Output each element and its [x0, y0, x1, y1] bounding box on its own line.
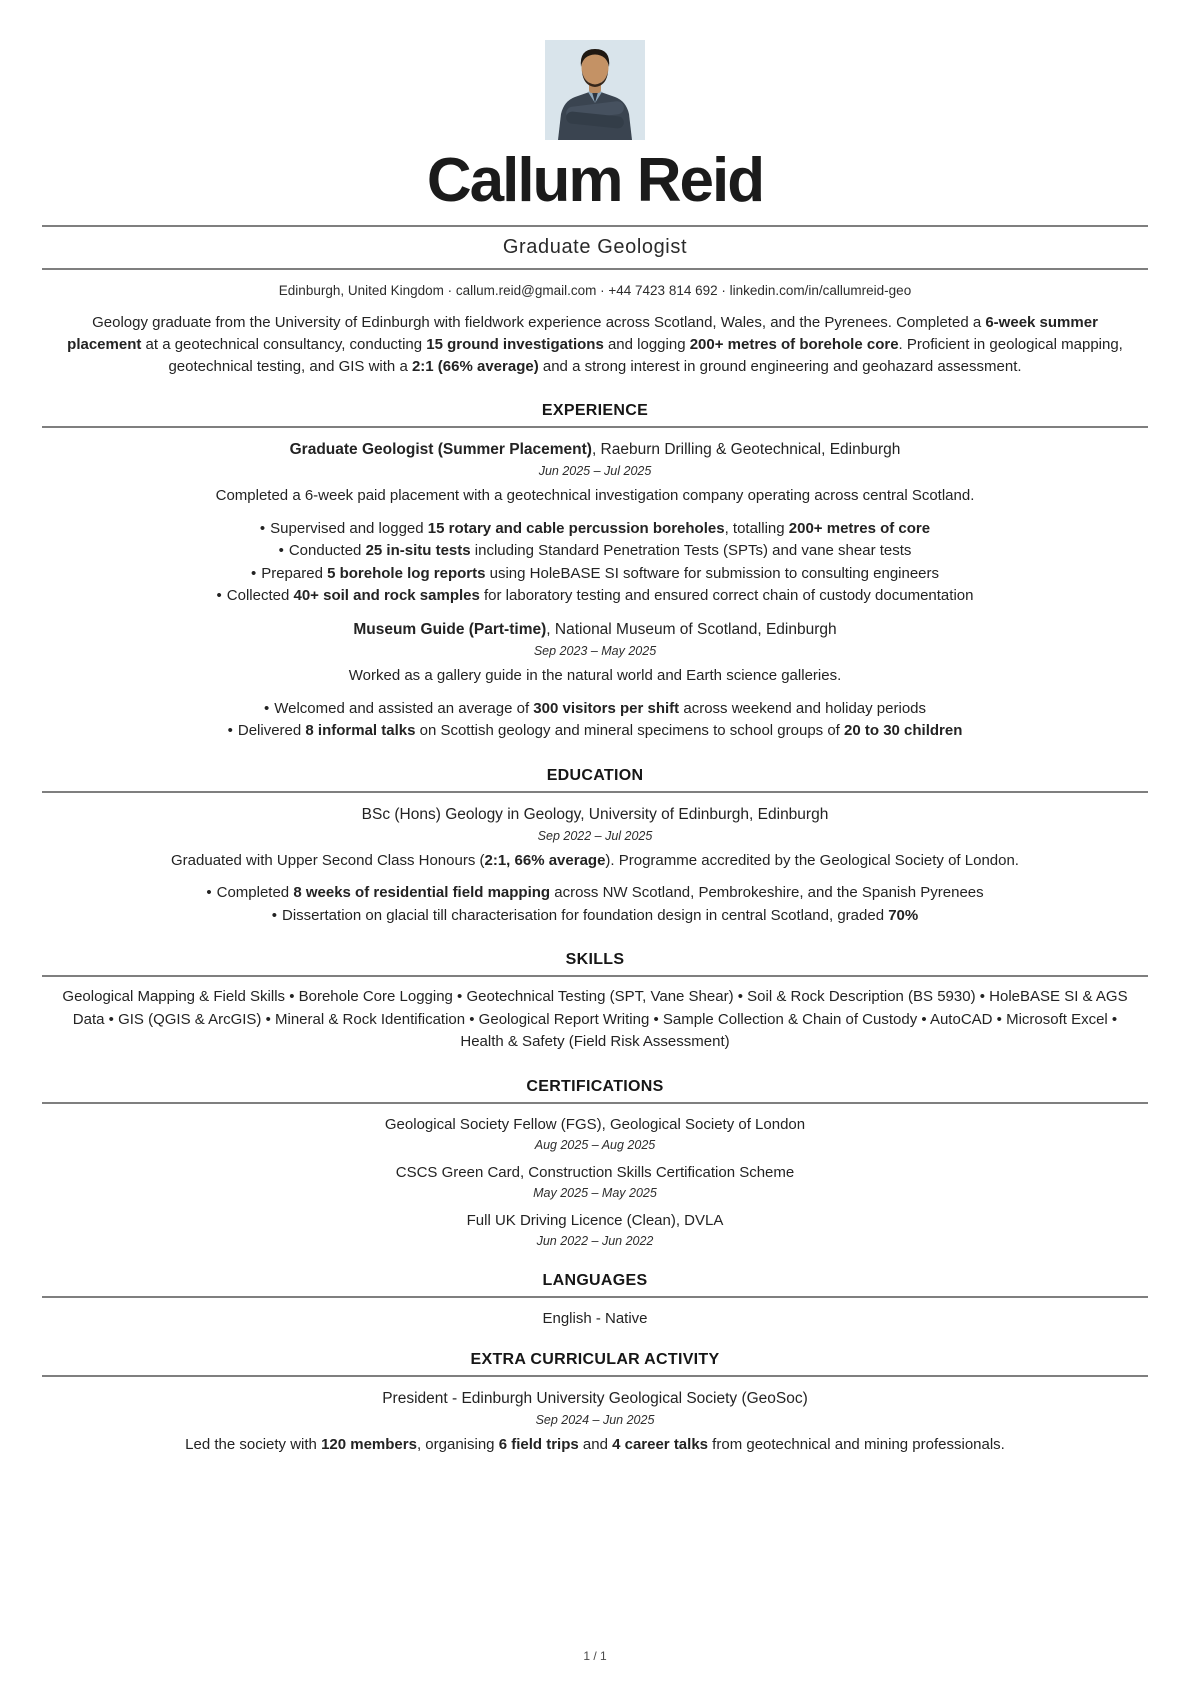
certification-dates: Aug 2025 – Aug 2025 — [534, 1137, 656, 1152]
bullet-text: Welcomed and assisted an average of 300 visitors per shift across weekend and holiday periods — [274, 699, 927, 717]
job-description: Worked as a gallery guide in the natural world and Earth science galleries. — [348, 666, 842, 684]
bullet-marker: • — [278, 542, 284, 560]
bullet-text: Completed 8 weeks of residential field mapping across NW Scotland, Pembrokeshire, and the Spanish Pyrenees — [216, 884, 984, 902]
job-bullet-list — [42, 698, 1148, 743]
job-entry — [42, 621, 1148, 743]
bullet-item — [42, 882, 1148, 905]
bullet-item — [42, 518, 1148, 541]
activity-dates: Sep 2024 – Jun 2025 — [535, 1412, 655, 1427]
certification-entry — [42, 1164, 1148, 1200]
job-bullet-list — [42, 518, 1148, 608]
divider — [42, 791, 1148, 793]
certification-dates: May 2025 – May 2025 — [533, 1185, 657, 1200]
job-dates: Jun 2025 – Jul 2025 — [538, 464, 652, 479]
education-description: Graduated with Upper Second Class Honours (2:1, 66% average). Programme accredited by the Geological Society of London. — [171, 851, 1019, 869]
job-dates: Sep 2023 – May 2025 — [533, 643, 657, 658]
languages-heading: LANGUAGES — [542, 1271, 648, 1289]
page-indicator: 1 / 1 — [583, 1649, 607, 1663]
candidate-title: Graduate Geologist — [502, 236, 688, 259]
certifications-section — [42, 1070, 1148, 1248]
certifications-heading: CERTIFICATIONS — [526, 1077, 664, 1095]
skills-list: Geological Mapping & Field Skills • Borehole Core Logging • Geotechnical Testing (SPT, Vane Shear) • Soil & Rock Description (BS 5930) • HoleBASE SI & AGS Data • GIS (QGIS & ArcGIS) • Mineral & Rock Identification • Geological Report Writing • Sample Collection & Chain of Custody • AutoCAD • Microsoft Excel • Health & Safety (Field Risk Assessment) — [62, 988, 1128, 1051]
education-bullet-list — [42, 882, 1148, 927]
bullet-marker: • — [227, 722, 233, 740]
bullet-marker: • — [250, 564, 257, 582]
bullet-text: Prepared 5 borehole log reports using HoleBASE SI software for submission to consulting engineers — [261, 564, 940, 582]
candidate-name: Callum Reid — [426, 146, 764, 215]
education-section — [42, 759, 1148, 928]
certification-name: CSCS Green Card, Construction Skills Certification Scheme — [395, 1163, 795, 1181]
bullet-item — [42, 698, 1148, 721]
certification-entry — [42, 1116, 1148, 1152]
divider — [42, 426, 1148, 428]
divider — [42, 975, 1148, 977]
skills-section — [42, 943, 1148, 1054]
degree-line: BSc (Hons) Geology in Geology, University of Edinburgh, Edinburgh — [361, 805, 829, 823]
bullet-item — [42, 540, 1148, 563]
profile-photo — [545, 40, 645, 140]
certification-name: Full UK Driving Licence (Clean), DVLA — [466, 1211, 724, 1229]
divider — [42, 1375, 1148, 1377]
bullet-text: Collected 40+ soil and rock samples for laboratory testing and ensured correct chain of custody documentation — [226, 587, 974, 605]
skills-heading: SKILLS — [565, 951, 625, 969]
activity-description: Led the society with 120 members, organising 6 field trips and 4 career talks from geotechnical and mining professionals. — [185, 1435, 1005, 1453]
bullet-text: Supervised and logged 15 rotary and cable percussion boreholes, totalling 200+ metres of core — [270, 519, 931, 537]
bullet-text: Conducted 25 in-situ tests including Standard Penetration Tests (SPTs) and vane shear tests — [288, 542, 912, 560]
languages-section — [42, 1264, 1148, 1327]
experience-section — [42, 394, 1148, 743]
job-title-line: Graduate Geologist (Summer Placement), Raeburn Drilling & Geotechnical, Edinburgh — [289, 441, 901, 459]
bullet-marker: • — [263, 699, 270, 717]
extra-curricular-section — [42, 1343, 1148, 1456]
certification-dates: Jun 2022 – Jun 2022 — [536, 1233, 654, 1248]
divider — [42, 1296, 1148, 1298]
bullet-marker: • — [206, 884, 212, 902]
divider — [42, 1102, 1148, 1104]
extra-curricular-heading: EXTRA CURRICULAR ACTIVITY — [470, 1350, 720, 1368]
certification-entry — [42, 1212, 1148, 1248]
job-entry — [42, 441, 1148, 608]
activity-title: President - Edinburgh University Geological Society (GeoSoc) — [382, 1389, 808, 1407]
job-title-line: Museum Guide (Part-time), National Museum of Scotland, Edinburgh — [353, 620, 837, 638]
bullet-item — [42, 563, 1148, 586]
bullet-item — [42, 905, 1148, 928]
bullet-text: Dissertation on glacial till characterisation for foundation design in central Scotland, graded 70% — [282, 906, 919, 924]
education-heading: EDUCATION — [546, 766, 644, 784]
language-item: English - Native — [542, 1309, 648, 1327]
contact-line: Edinburgh, United Kingdom · callum.reid@gmail.com · +44 7423 814 692 · linkedin.com/in/callumreid-geo — [278, 283, 912, 299]
summary-paragraph: Geology graduate from the University of Edinburgh with fieldwork experience across Scotland, Wales, and the Pyrenees. Completed a 6-week summer placement at a geotechnical consultancy, conducting 15 ground investigations and logging 200+ metres of borehole core. Proficient in geological mapping, geotechnical testing, and GIS with a 2:1 (66% average) and a strong interest in ground engineering and geohazard assessment. — [67, 314, 1123, 376]
experience-heading: EXPERIENCE — [541, 402, 649, 420]
bullet-marker: • — [259, 519, 266, 537]
education-dates: Sep 2022 – Jul 2025 — [537, 828, 653, 843]
bullet-text: Delivered 8 informal talks on Scottish geology and mineral specimens to school groups of 20 to 30 children — [237, 722, 963, 740]
bullet-marker: • — [271, 906, 278, 924]
certification-name: Geological Society Fellow (FGS), Geological Society of London — [384, 1115, 806, 1133]
profile-photo-illustration — [545, 40, 645, 140]
bullet-item — [42, 720, 1148, 743]
bullet-marker: • — [216, 587, 222, 605]
job-description: Completed a 6-week paid placement with a geotechnical investigation company operating across central Scotland. — [215, 487, 975, 505]
bullet-item — [42, 585, 1148, 608]
